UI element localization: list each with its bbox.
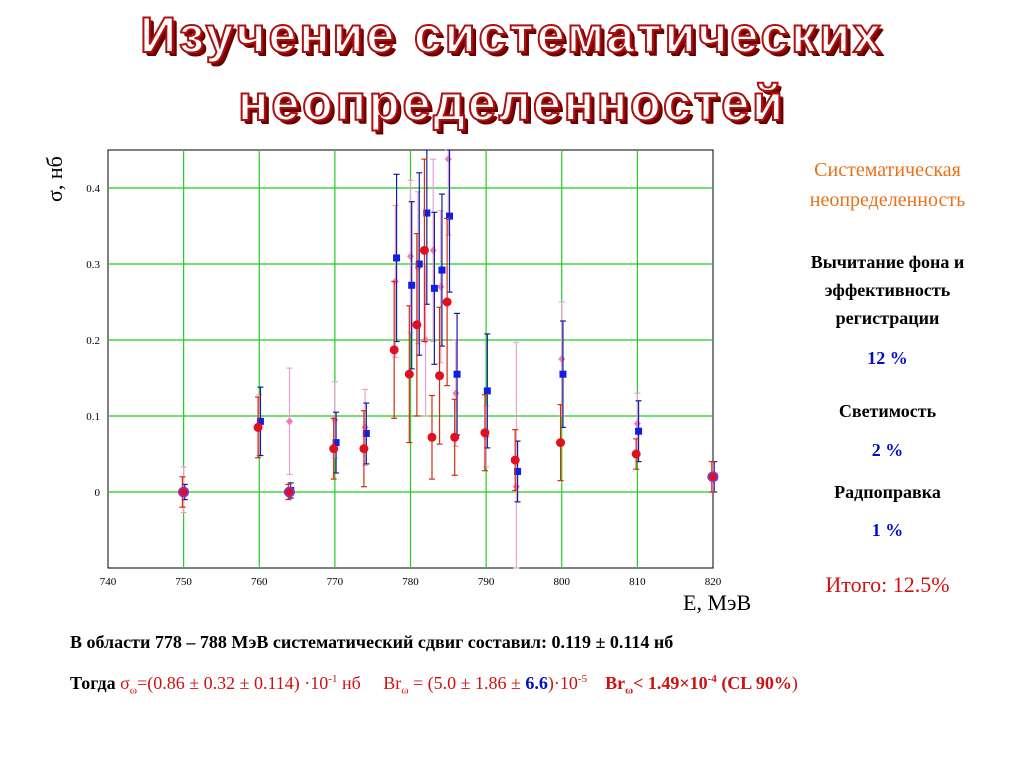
background-efficiency-line2: эффективность — [824, 280, 951, 300]
y-tick-label: 0.2 — [86, 335, 100, 347]
radcorr-value: 1 % — [871, 520, 904, 540]
x-tick-label: 800 — [553, 576, 570, 588]
x-tick-label: 790 — [477, 576, 495, 588]
x-tick-label: 740 — [99, 576, 117, 588]
data-point-square — [635, 428, 642, 435]
data-point-circle — [556, 438, 565, 447]
background-efficiency-line1: Вычитание фона и — [810, 252, 965, 272]
systematic-heading-line1: Систематическая — [814, 159, 961, 181]
data-point-circle — [329, 444, 338, 453]
total-uncertainty: Итого: 12.5% — [825, 572, 950, 597]
background-efficiency-value: 12 % — [867, 348, 908, 368]
data-point-circle — [450, 433, 459, 442]
branching-limit: $Br_\omega< 1.49\times 10^{-4}$ (CL 90%) — [605, 673, 798, 697]
result-line — [70, 673, 798, 697]
data-point-circle — [443, 298, 452, 307]
x-tick-label: 810 — [629, 576, 646, 588]
luminosity-value: 2 % — [871, 440, 904, 460]
data-point-circle — [632, 450, 641, 459]
data-point-circle — [420, 246, 429, 255]
data-point-square — [438, 267, 445, 274]
data-point-circle — [254, 423, 263, 432]
x-tick-label: 750 — [175, 576, 192, 588]
data-point-circle — [390, 345, 399, 354]
y-tick-label: 0.4 — [86, 183, 100, 195]
x-tick-label: 780 — [402, 576, 419, 588]
data-point-square — [484, 387, 491, 394]
data-point-square — [559, 371, 566, 378]
slide-title-line1: Изучение систематических — [140, 7, 884, 63]
slide-title-line2: неопределенностей — [238, 75, 786, 131]
cross-section-chart — [60, 135, 740, 595]
data-point-circle — [359, 444, 368, 453]
y-tick-label: 0.1 — [86, 411, 100, 423]
background-efficiency-line3: регистрации — [835, 308, 940, 328]
data-point-circle — [412, 320, 421, 329]
y-axis-label: σ, нб — [42, 156, 67, 202]
data-point-square — [408, 282, 415, 289]
background-efficiency-block — [770, 248, 1005, 332]
branching-result: $Br_\omega = (5.0 \pm 1.86 \pm 6.6)\cdot 10^{-5}$ — [383, 673, 588, 697]
x-tick-label: 770 — [326, 576, 344, 588]
then-word: Тогда — [70, 673, 116, 693]
data-point-square — [454, 371, 461, 378]
data-point-circle — [511, 456, 520, 465]
x-tick-label: 820 — [704, 576, 722, 588]
systematic-heading-line2: неопределенность — [809, 189, 966, 211]
systematic-shift-text: В области 778 – 788 МэВ систематический сдвиг составил: 0.119 ± 0.114 нб — [70, 632, 674, 652]
x-tick-label: 760 — [251, 576, 268, 588]
data-point-circle — [405, 370, 414, 379]
radcorr-label: Радпоправка — [834, 482, 941, 502]
luminosity-label: Светимость — [838, 401, 937, 421]
x-axis-label: E, МэВ — [683, 590, 752, 615]
y-tick-label: 0.3 — [86, 259, 100, 271]
data-point-square — [393, 254, 400, 261]
data-point-square — [431, 285, 438, 292]
systematic-heading — [770, 155, 1005, 215]
data-point-circle — [480, 428, 489, 437]
y-tick-label: 0 — [94, 487, 100, 499]
data-point-circle — [427, 433, 436, 442]
data-point-circle — [435, 371, 444, 380]
sigma-result: $\sigma_\omega=(0.86 \pm 0.32 \pm 0.114) \cdot 10^{-1}$ нб — [120, 673, 361, 697]
